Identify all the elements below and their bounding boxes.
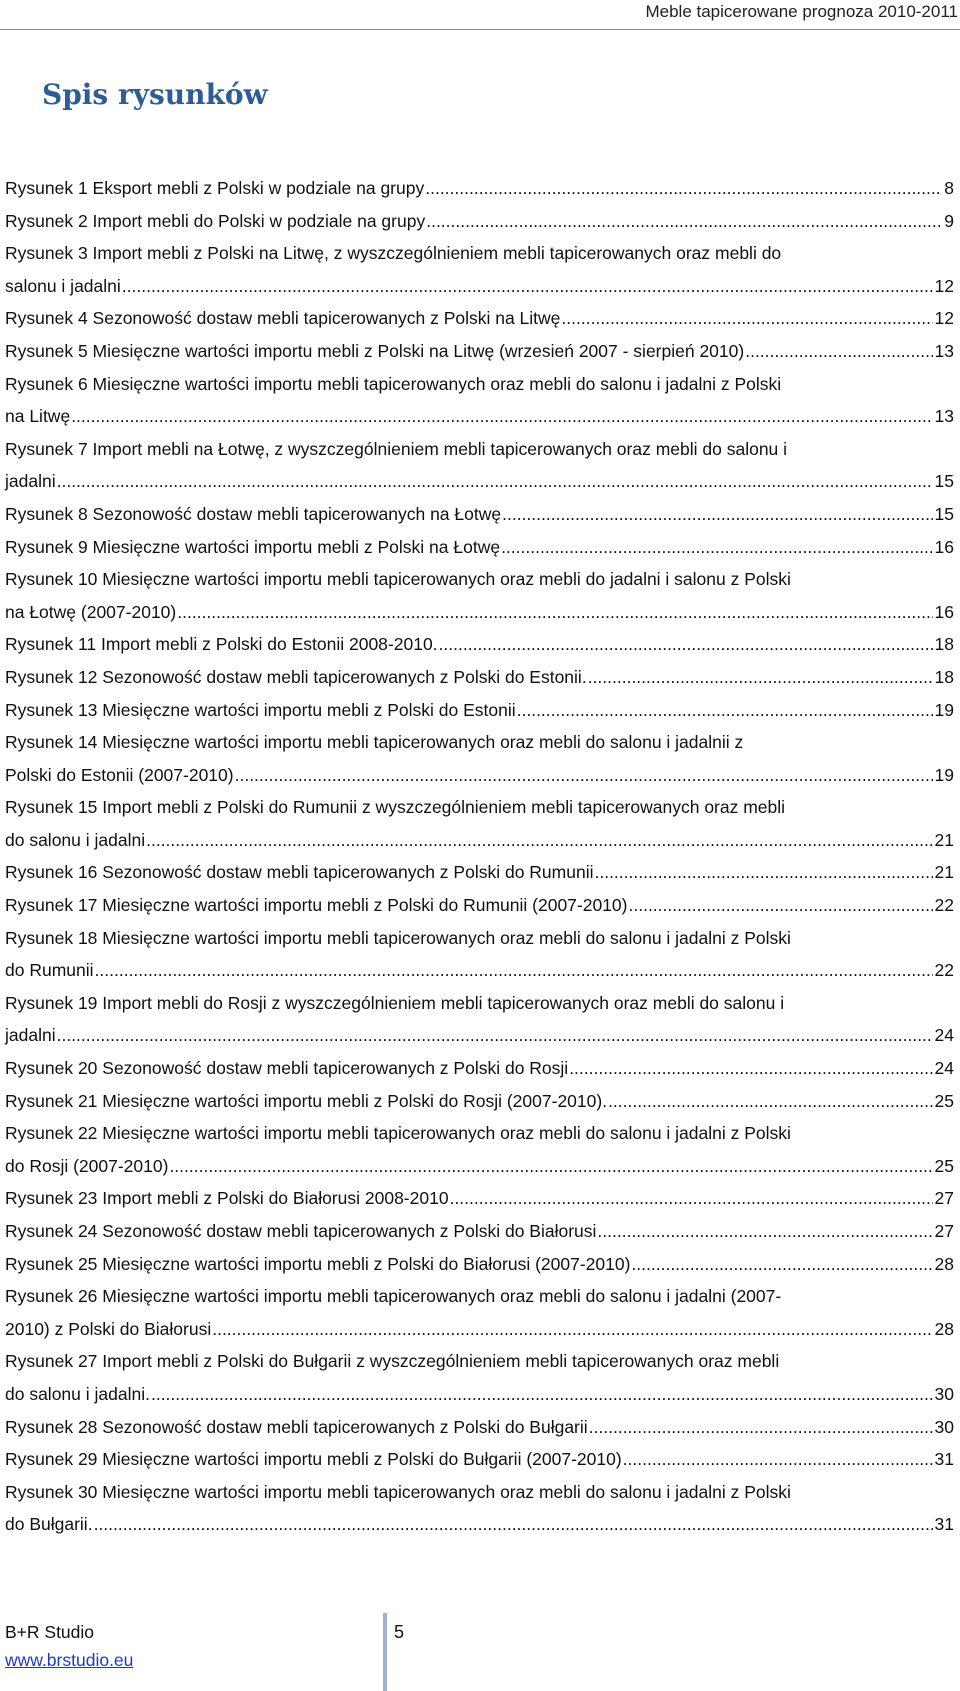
dot-leader [561, 302, 932, 335]
toc-page-number: 31 [934, 1449, 954, 1470]
toc-entry-text: Rysunek 16 Sezonowość dostaw mebli tapicerowanych z Polski do Rumunii [5, 862, 594, 883]
toc-page-number: 21 [934, 829, 954, 850]
toc-entry-text: Rysunek 29 Miesięczne wartości importu mebli z Polski do Bułgarii (2007-2010) [5, 1449, 622, 1470]
toc-entry[interactable] [5, 335, 954, 368]
toc-entry-text: Rysunek 3 Import mebli z Polski na Litwę, z wyszczególnieniem mebli tapicerowanych oraz mebli do [5, 243, 782, 264]
dot-leader [94, 1508, 933, 1541]
toc-entry[interactable] [5, 661, 954, 694]
toc-page-number: 25 [934, 1090, 954, 1111]
dot-leader [588, 661, 933, 694]
toc-entry-text: Rysunek 25 Miesięczne wartości importu mebli z Polski do Białorusi (2007-2010) [5, 1253, 631, 1274]
toc-entry-text: do salonu i jadalni [5, 829, 146, 850]
dot-leader [146, 824, 932, 857]
page-title: Spis rysunków [42, 78, 268, 111]
toc-entry-text: Rysunek 5 Miesięczne wartości importu mebli z Polski na Litwę (wrzesień 2007 - sierpień 2010) [5, 340, 745, 361]
toc-entry-text: jadalni [5, 1025, 56, 1046]
toc-page-number: 13 [934, 406, 954, 427]
toc-entry-text: Rysunek 30 Miesięczne wartości importu mebli tapicerowanych oraz mebli do salonu i jadalni z Polski [5, 1481, 791, 1502]
toc-entry-text: do Rosji (2007-2010) [5, 1155, 169, 1176]
toc-entry[interactable] [5, 1085, 954, 1118]
toc-page-number: 8 [944, 178, 954, 198]
toc-entry-text: Polski do Estonii (2007-2010) [5, 764, 234, 785]
dot-leader [212, 1313, 932, 1346]
dot-leader [597, 1215, 932, 1248]
toc-entry[interactable] [5, 563, 954, 628]
toc-entry[interactable] [5, 856, 954, 889]
dot-leader [169, 1150, 932, 1183]
toc-entry[interactable] [5, 1182, 954, 1215]
toc-page-number: 16 [934, 536, 954, 557]
dot-leader [623, 1443, 933, 1476]
toc-entry[interactable] [5, 922, 954, 987]
toc-entry-text: Rysunek 15 Import mebli z Polski do Rumunii z wyszczególnieniem mebli tapicerowanych oraz mebli [5, 797, 786, 818]
footer-website-link[interactable]: www.brstudio.eu [5, 1650, 134, 1670]
toc-entry-text: jadalni [5, 471, 56, 492]
toc-page-number: 9 [944, 210, 954, 231]
toc-entry-text: Rysunek 6 Miesięczne wartości importu mebli tapicerowanych oraz mebli do salonu i jadalni z Polski [5, 373, 782, 394]
dot-leader [517, 694, 933, 727]
toc-entry[interactable] [5, 237, 954, 302]
toc-entry-text: Rysunek 11 Import mebli z Polski do Estonii 2008-2010. [5, 634, 438, 655]
toc-page-number: 13 [934, 340, 954, 361]
toc-entry-text: Rysunek 24 Sezonowość dostaw mebli tapicerowanych z Polski do Białorusi [5, 1221, 597, 1241]
toc-entry-text: Rysunek 17 Miesięczne wartości importu mebli z Polski do Rumunii (2007-2010) [5, 895, 628, 916]
toc-entry[interactable] [5, 1052, 954, 1085]
toc-entry-text: Rysunek 1 Eksport mebli z Polski w podziale na grupy [5, 178, 425, 198]
toc-entry-text: Rysunek 22 Miesięczne wartości importu mebli tapicerowanych oraz mebli do salonu i jadalni z Polski [5, 1123, 791, 1144]
dot-leader [608, 1085, 932, 1118]
toc-entry-text: Rysunek 14 Miesięczne wartości importu mebli tapicerowanych oraz mebli do salonu i jadalnii z [5, 732, 744, 753]
toc-page-number: 21 [934, 862, 954, 883]
dot-leader [631, 1248, 932, 1281]
toc-page-number: 24 [934, 1025, 954, 1046]
footer-accent-bar [383, 1613, 387, 1691]
toc-entry[interactable] [5, 1215, 954, 1248]
dot-leader [177, 596, 932, 629]
dot-leader [569, 1052, 932, 1085]
toc-entry[interactable] [5, 368, 954, 433]
toc-entry[interactable] [5, 205, 954, 238]
toc-page-number: 30 [934, 1416, 954, 1437]
dot-leader [426, 205, 942, 238]
dot-leader [502, 498, 932, 531]
toc-entry[interactable] [5, 1411, 954, 1444]
toc-page-number: 27 [934, 1188, 954, 1209]
dot-leader [594, 856, 932, 889]
toc-page-number: 28 [934, 1318, 954, 1339]
toc-entry-text: Rysunek 21 Miesięczne wartości importu mebli z Polski do Rosji (2007-2010). [5, 1090, 608, 1111]
dot-leader [151, 1378, 933, 1411]
toc-page-number: 22 [934, 895, 954, 916]
toc-entry[interactable] [5, 302, 954, 335]
toc-page-number: 16 [934, 601, 954, 622]
toc-entry-text: salonu i jadalni [5, 275, 121, 296]
toc-page-number: 18 [934, 634, 954, 655]
toc-entry-text: do salonu i jadalni. [5, 1383, 150, 1404]
dot-leader [745, 335, 932, 368]
toc-entry[interactable] [5, 791, 954, 856]
dot-leader [95, 954, 933, 987]
toc-page-number: 25 [934, 1155, 954, 1176]
dot-leader [425, 172, 942, 205]
toc-entry-text: Rysunek 12 Sezonowość dostaw mebli tapicerowanych z Polski do Estonii. [5, 666, 587, 687]
toc-entry[interactable] [5, 628, 954, 661]
toc-page-number: 30 [934, 1383, 954, 1404]
toc-entry[interactable] [5, 726, 954, 791]
toc-entry-text: Rysunek 23 Import mebli z Polski do Białorusi 2008-2010 [5, 1188, 449, 1209]
dot-leader [439, 628, 933, 661]
dot-leader [122, 270, 933, 303]
toc-entry[interactable] [5, 1476, 954, 1541]
toc-entry[interactable] [5, 1280, 954, 1345]
footer-company: B+R Studio [5, 1622, 95, 1642]
toc-page-number: 31 [934, 1514, 954, 1535]
page-number: 5 [394, 1622, 405, 1642]
dot-leader [450, 1182, 933, 1215]
toc-entry[interactable] [5, 498, 954, 531]
toc-entry-text: Rysunek 10 Miesięczne wartości importu mebli tapicerowanych oraz mebli do jadalni i salonu z Polski [5, 569, 791, 590]
toc-entry-text: Rysunek 9 Miesięczne wartości importu mebli z Polski na Łotwę [5, 536, 501, 557]
toc-entry-text: Rysunek 18 Miesięczne wartości importu mebli tapicerowanych oraz mebli do salonu i jadalni z Polski [5, 927, 791, 948]
toc-entry[interactable] [5, 1345, 954, 1410]
toc-entry[interactable] [5, 1117, 954, 1182]
toc-page-number: 19 [934, 764, 954, 785]
toc-page-number: 27 [934, 1221, 954, 1241]
toc-entry[interactable] [5, 889, 954, 922]
toc-entry-text: Rysunek 27 Import mebli z Polski do Bułgarii z wyszczególnieniem mebli tapicerowanych oraz mebli [5, 1351, 780, 1372]
toc-entry[interactable] [5, 1248, 954, 1281]
running-header: Meble tapicerowane prognoza 2010-2011 [645, 2, 958, 21]
toc-page-number: 15 [934, 471, 954, 492]
toc-entry-text: Rysunek 4 Sezonowość dostaw mebli tapicerowanych z Polski na Litwę [5, 308, 561, 329]
toc-page-number: 12 [934, 275, 954, 296]
toc-entry-text: Rysunek 13 Miesięczne wartości importu mebli z Polski do Estonii [5, 699, 516, 720]
toc-entry[interactable] [5, 987, 954, 1052]
dot-leader [57, 465, 933, 498]
toc-entry-text: Rysunek 20 Sezonowość dostaw mebli tapicerowanych z Polski do Rosji [5, 1058, 569, 1079]
toc-page-number: 19 [934, 699, 954, 720]
toc-entry[interactable] [5, 694, 954, 727]
toc-entry-text: 2010) z Polski do Białorusi [5, 1318, 212, 1339]
header-rule [0, 29, 960, 30]
toc-entry[interactable] [5, 531, 954, 564]
toc-page-number: 28 [934, 1253, 954, 1274]
toc-entry-text: do Rumunii [5, 960, 94, 981]
dot-leader [501, 531, 932, 564]
toc-page-number: 12 [934, 308, 954, 329]
toc-entry-text: Rysunek 19 Import mebli do Rosji z wyszczególnieniem mebli tapicerowanych oraz mebli do salonu i [5, 992, 785, 1013]
toc-entry-text: na Łotwę (2007-2010) [5, 601, 177, 622]
toc-entry-text: do Bułgarii. [5, 1514, 93, 1535]
toc-entry[interactable] [5, 433, 954, 498]
toc-page-number: 15 [934, 503, 954, 524]
dot-leader [57, 1019, 933, 1052]
toc-page-number: 24 [934, 1058, 954, 1079]
dot-leader [235, 759, 933, 792]
table-of-figures [5, 172, 954, 1541]
toc-entry-text: Rysunek 7 Import mebli na Łotwę, z wyszczególnieniem mebli tapicerowanych oraz mebli do salonu i [5, 438, 788, 459]
toc-entry-text: na Litwę [5, 406, 71, 427]
toc-entry-text: Rysunek 26 Miesięczne wartości importu mebli tapicerowanych oraz mebli do salonu i jadalni (2007- [5, 1286, 782, 1307]
dot-leader [589, 1411, 933, 1444]
dot-leader [629, 889, 933, 922]
toc-entry[interactable] [5, 1443, 954, 1476]
toc-page-number: 18 [934, 666, 954, 687]
dot-leader [71, 400, 932, 433]
toc-entry-text: Rysunek 8 Sezonowość dostaw mebli tapicerowanych na Łotwę [5, 503, 502, 524]
toc-entry-text: Rysunek 2 Import mebli do Polski w podziale na grupy [5, 210, 426, 231]
toc-entry-text: Rysunek 28 Sezonowość dostaw mebli tapicerowanych z Polski do Bułgarii [5, 1416, 588, 1437]
toc-page-number: 22 [934, 960, 954, 981]
toc-entry[interactable] [5, 172, 954, 205]
